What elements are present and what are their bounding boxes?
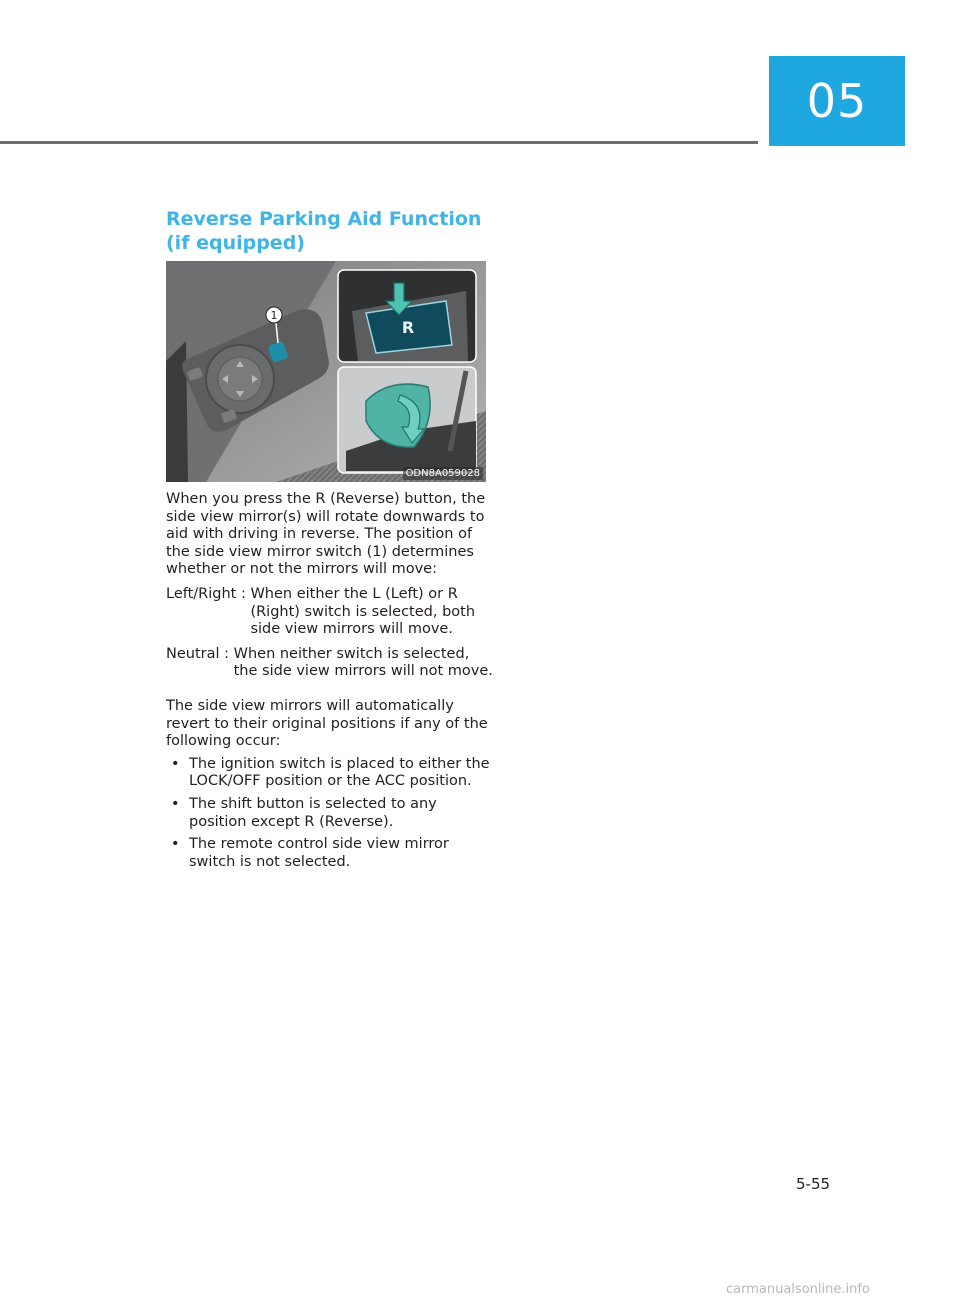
heading-line-1: Reverse Parking Aid Function — [166, 208, 482, 230]
list-item-text: The remote control side view mirror switch is not selected. — [189, 836, 449, 870]
revert-paragraph: The side view mirrors will automatically revert to their original positions if any of the following occur: — [166, 697, 488, 750]
definition-description: When either the L (Left) or R (Right) switch is selected, both side view mirrors will move. — [250, 585, 476, 638]
mirror-switch-figure — [166, 261, 486, 482]
door-panel-illustration — [166, 261, 486, 482]
shift-button-letter: R — [401, 318, 415, 337]
callout-1-label: 1 — [270, 309, 278, 322]
list-item-text: The shift button is selected to any position except R (Reverse). — [189, 795, 437, 830]
header-rule — [0, 141, 758, 144]
intro-paragraph: When you press the R (Reverse) button, the side view mirror(s) will rotate downwards to aid with driving in reverse. The position of the side view mirror switch (1) determines whether or not the mirrors will move: — [166, 491, 486, 578]
condition-list — [166, 756, 496, 872]
bullet-icon: • — [171, 836, 180, 853]
section-heading — [166, 207, 506, 255]
definition-left-right — [166, 586, 496, 639]
chapter-number: 05 — [806, 74, 868, 128]
bullet-icon: • — [171, 795, 180, 812]
body-text — [166, 491, 496, 876]
bullet-icon: • — [171, 755, 180, 772]
list-item-text: The ignition switch is placed to either the LOCK/OFF position or the ACC position. — [189, 755, 490, 790]
watermark-link[interactable]: carmanualsonline.info — [726, 1282, 870, 1297]
definition-term: Neutral : — [166, 645, 234, 662]
list-item — [166, 796, 496, 831]
page-number: 5-55 — [796, 1175, 831, 1193]
chapter-tab — [769, 56, 905, 146]
list-item — [166, 756, 496, 791]
heading-line-2: (if equipped) — [166, 232, 305, 254]
list-item — [166, 836, 496, 871]
figure-code: ODN8A059028 — [403, 467, 483, 480]
inset-mirror-rotation — [338, 367, 476, 473]
definition-neutral — [166, 646, 496, 681]
definition-description: When neither switch is selected, the side view mirrors will not move. — [233, 645, 493, 680]
definition-term: Left/Right : — [166, 585, 251, 602]
inset-shift-button — [338, 270, 476, 362]
